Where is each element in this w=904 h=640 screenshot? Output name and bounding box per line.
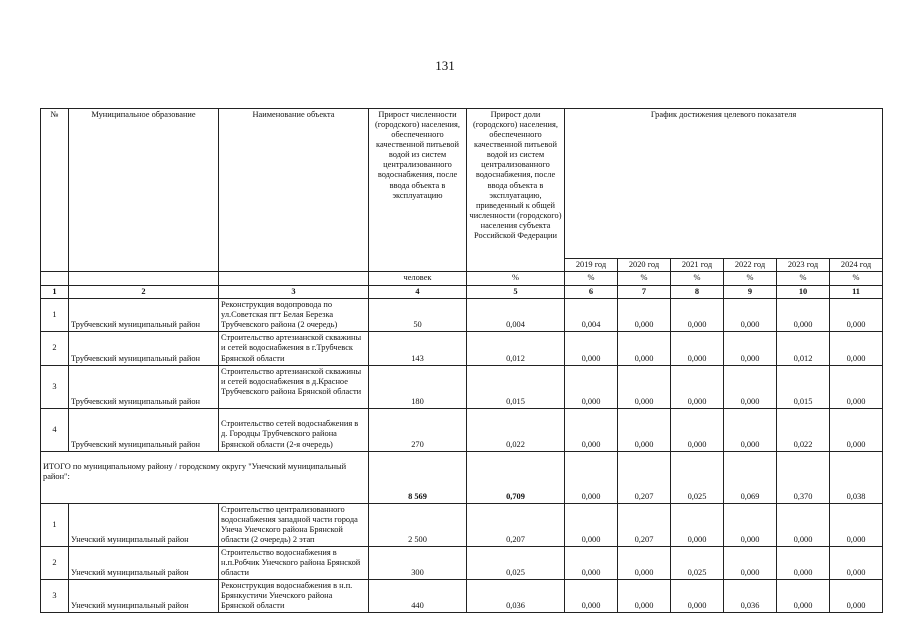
object-cell: Строительство водоснабжения в н.п.Робчик Унечского района Брянской области bbox=[219, 546, 369, 579]
year-cell: 0,000 bbox=[618, 580, 671, 613]
col-number: 4 bbox=[369, 286, 467, 299]
municipality-cell: Трубчевский муниципальный район bbox=[69, 408, 219, 451]
col-number: 1 bbox=[41, 286, 69, 299]
header-year: 2022 год bbox=[724, 259, 777, 272]
row-number: 3 bbox=[41, 580, 69, 613]
people-cell: 300 bbox=[369, 546, 467, 579]
unit-people: человек bbox=[369, 272, 467, 286]
unit-percent: % bbox=[830, 272, 883, 286]
col-number: 7 bbox=[618, 286, 671, 299]
year-cell: 0,000 bbox=[618, 299, 671, 332]
year-cell: 0,000 bbox=[618, 365, 671, 408]
share-cell: 0,012 bbox=[467, 332, 565, 365]
year-cell: 0,000 bbox=[830, 580, 883, 613]
share-cell: 0,025 bbox=[467, 546, 565, 579]
total-row bbox=[41, 451, 883, 503]
table-row bbox=[41, 332, 883, 365]
table-row bbox=[41, 546, 883, 579]
unit-percent: % bbox=[671, 272, 724, 286]
people-cell: 180 bbox=[369, 365, 467, 408]
table-row bbox=[41, 299, 883, 332]
year-cell: 0,000 bbox=[830, 503, 883, 546]
object-cell: Строительство сетей водоснабжения в д. Городцы Трубчевского района Брянской области (2-я очередь) bbox=[219, 408, 369, 451]
year-cell: 0,000 bbox=[618, 332, 671, 365]
year-cell: 0,000 bbox=[618, 546, 671, 579]
header-schedule: График достижения целевого показателя bbox=[565, 109, 883, 259]
col-number: 11 bbox=[830, 286, 883, 299]
table-row bbox=[41, 408, 883, 451]
header-object: Наименование объекта bbox=[219, 109, 369, 272]
header-year: 2020 год bbox=[618, 259, 671, 272]
table-row bbox=[41, 503, 883, 546]
share-cell: 0,022 bbox=[467, 408, 565, 451]
people-cell: 143 bbox=[369, 332, 467, 365]
unit-cell bbox=[41, 272, 69, 286]
col-number: 3 bbox=[219, 286, 369, 299]
year-cell: 0,000 bbox=[724, 408, 777, 451]
row-number: 3 bbox=[41, 365, 69, 408]
year-cell: 0,015 bbox=[777, 365, 830, 408]
object-cell: Реконструкция водоснабжения в н.п. Брянкустичи Унечского района Брянской области bbox=[219, 580, 369, 613]
row-number: 1 bbox=[41, 299, 69, 332]
total-label: ИТОГО по муниципальному району / городскому округу "Унечский муниципальный район": bbox=[43, 462, 347, 482]
total-year-cell: 0,069 bbox=[724, 451, 777, 503]
year-cell: 0,000 bbox=[830, 546, 883, 579]
year-cell: 0,022 bbox=[777, 408, 830, 451]
year-cell: 0,000 bbox=[777, 503, 830, 546]
share-cell: 0,015 bbox=[467, 365, 565, 408]
municipality-cell: Трубчевский муниципальный район bbox=[69, 332, 219, 365]
municipality-cell: Унечский муниципальный район bbox=[69, 580, 219, 613]
unit-percent: % bbox=[467, 272, 565, 286]
year-cell: 0,000 bbox=[671, 332, 724, 365]
object-cell: Реконструкция водопровода по ул.Советская пгт Белая Березка Трубчевского района (2 очередь) bbox=[219, 299, 369, 332]
header-year: 2021 год bbox=[671, 259, 724, 272]
col-number: 6 bbox=[565, 286, 618, 299]
year-cell: 0,000 bbox=[565, 580, 618, 613]
year-cell: 0,000 bbox=[777, 546, 830, 579]
year-cell: 0,207 bbox=[618, 503, 671, 546]
total-label-cell bbox=[41, 451, 369, 503]
municipality-cell: Трубчевский муниципальный район bbox=[69, 365, 219, 408]
people-cell: 2 500 bbox=[369, 503, 467, 546]
total-year-cell: 0,207 bbox=[618, 451, 671, 503]
data-table bbox=[40, 108, 883, 613]
row-number: 4 bbox=[41, 408, 69, 451]
row-number: 2 bbox=[41, 546, 69, 579]
year-cell: 0,000 bbox=[565, 365, 618, 408]
row-number: 1 bbox=[41, 503, 69, 546]
year-cell: 0,000 bbox=[671, 580, 724, 613]
unit-cell bbox=[69, 272, 219, 286]
year-cell: 0,000 bbox=[671, 408, 724, 451]
col-number: 2 bbox=[69, 286, 219, 299]
year-cell: 0,000 bbox=[565, 408, 618, 451]
municipality-cell: Унечский муниципальный район bbox=[69, 503, 219, 546]
year-cell: 0,000 bbox=[830, 365, 883, 408]
total-people: 8 569 bbox=[369, 451, 467, 503]
municipality-cell: Трубчевский муниципальный район bbox=[69, 299, 219, 332]
year-cell: 0,000 bbox=[724, 503, 777, 546]
header-no: № bbox=[41, 109, 69, 272]
object-cell: Строительство артезианской скважины и сетей водоснабжения в г.Трубчевск Брянской области bbox=[219, 332, 369, 365]
year-cell: 0,000 bbox=[830, 299, 883, 332]
header-year: 2024 год bbox=[830, 259, 883, 272]
year-cell: 0,000 bbox=[724, 546, 777, 579]
col-number: 9 bbox=[724, 286, 777, 299]
col-number: 10 bbox=[777, 286, 830, 299]
unit-percent: % bbox=[618, 272, 671, 286]
object-cell: Строительство артезианской скважины и сетей водоснабжения в д.Красное Трубчевского района Брянской области bbox=[219, 365, 369, 408]
unit-percent: % bbox=[777, 272, 830, 286]
unit-percent: % bbox=[565, 272, 618, 286]
year-cell: 0,000 bbox=[565, 332, 618, 365]
header-year: 2019 год bbox=[565, 259, 618, 272]
year-cell: 0,000 bbox=[565, 503, 618, 546]
header-year: 2023 год bbox=[777, 259, 830, 272]
unit-percent: % bbox=[724, 272, 777, 286]
year-cell: 0,000 bbox=[830, 408, 883, 451]
year-cell: 0,000 bbox=[724, 332, 777, 365]
year-cell: 0,000 bbox=[724, 299, 777, 332]
municipality-cell: Унечский муниципальный район bbox=[69, 546, 219, 579]
col-number: 8 bbox=[671, 286, 724, 299]
table-row bbox=[41, 580, 883, 613]
year-cell: 0,000 bbox=[618, 408, 671, 451]
share-cell: 0,207 bbox=[467, 503, 565, 546]
total-year-cell: 0,370 bbox=[777, 451, 830, 503]
unit-cell bbox=[219, 272, 369, 286]
header-municipality: Муниципальное образование bbox=[69, 109, 219, 272]
year-cell: 0,036 bbox=[724, 580, 777, 613]
share-cell: 0,036 bbox=[467, 580, 565, 613]
total-share: 0,709 bbox=[467, 451, 565, 503]
year-cell: 0,000 bbox=[565, 546, 618, 579]
total-year-cell: 0,038 bbox=[830, 451, 883, 503]
year-cell: 0,000 bbox=[671, 365, 724, 408]
year-cell: 0,004 bbox=[565, 299, 618, 332]
col-number: 5 bbox=[467, 286, 565, 299]
people-cell: 440 bbox=[369, 580, 467, 613]
year-cell: 0,000 bbox=[671, 503, 724, 546]
total-year-cell: 0,000 bbox=[565, 451, 618, 503]
share-cell: 0,004 bbox=[467, 299, 565, 332]
total-year-cell: 0,025 bbox=[671, 451, 724, 503]
year-cell: 0,000 bbox=[777, 299, 830, 332]
object-cell: Строительство централизованного водоснабжения западной части города Унеча Унечского района Брянской области (2 очередь) 2 этап bbox=[219, 503, 369, 546]
people-cell: 50 bbox=[369, 299, 467, 332]
year-cell: 0,000 bbox=[777, 580, 830, 613]
header-share-growth: Прирост доли (городского) населения, обеспеченного качественной питьевой водой из систем централизованного водоснабжения, после ввода объекта в эксплуатацию, приведенный к общей численности (городского) населения субъекта Российской Федерации bbox=[467, 109, 565, 272]
year-cell: 0,025 bbox=[671, 546, 724, 579]
header-pop-growth: Прирост численности (городского) населения, обеспеченного качественной питьевой водой из систем централизованного водоснабжения, после ввода объекта в эксплуатацию bbox=[369, 109, 467, 272]
year-cell: 0,000 bbox=[671, 299, 724, 332]
year-cell: 0,000 bbox=[830, 332, 883, 365]
year-cell: 0,012 bbox=[777, 332, 830, 365]
table-row bbox=[41, 365, 883, 408]
people-cell: 270 bbox=[369, 408, 467, 451]
page-number: 131 bbox=[435, 58, 455, 73]
year-cell: 0,000 bbox=[724, 365, 777, 408]
row-number: 2 bbox=[41, 332, 69, 365]
